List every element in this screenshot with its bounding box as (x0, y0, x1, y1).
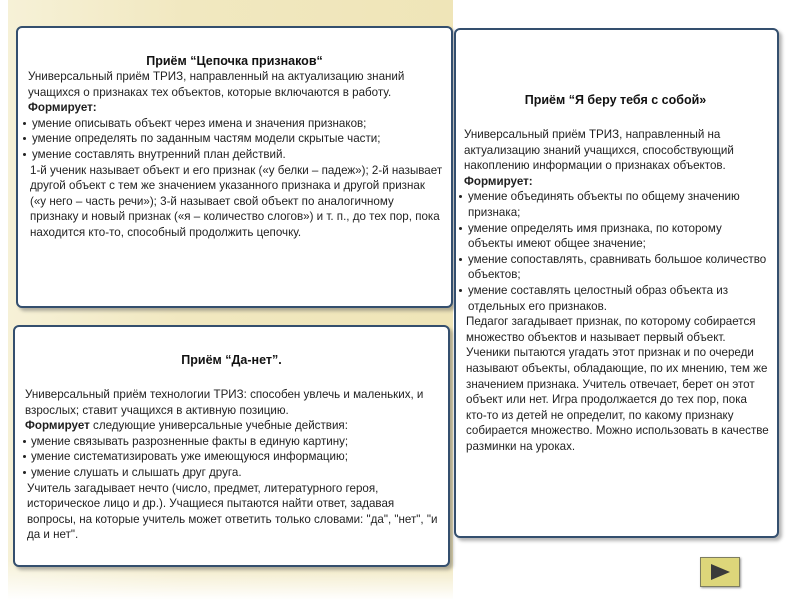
card-chain-bullet: умение описывать объект через имена и значения признаков; (26, 116, 443, 132)
card-chain-bullet-list (26, 116, 443, 163)
card-chain-of-attributes (16, 26, 453, 308)
card-yesno-forms-rest: следующие универсальные учебные действия: (89, 419, 348, 433)
card-yesno-forms (23, 418, 440, 434)
card-yes-no (13, 325, 450, 567)
card-yesno-forms-label: Формирует (25, 419, 90, 433)
card-take-bullet: умение объединять объекты по общему значению признака; (462, 189, 769, 220)
card-take-bullet: умение сопоставлять, сравнивать большое количество объектов; (462, 252, 769, 283)
card-take-forms-label: Формирует: (464, 174, 533, 188)
card-chain-bullet: умение определять по заданным частям модели скрытые части; (26, 131, 443, 147)
card-take-intro: Универсальный приём ТРИЗ, направленный на актуализацию знаний учащихся, способствующий накоплению информации о признаках объектов. (464, 128, 734, 173)
play-triangle-icon (707, 562, 733, 582)
card-yesno-bullet: умение связывать разрозненные факты в единую картину; (23, 434, 440, 450)
card-take-description: Педагог загадывает признак, по которому собирается множество объектов и называет первый объект. Ученики пытаются угадать этот признак и по очереди называют объекты, обладающие, по их мнению, тем же значением признака. Учитель отвечает, берет он этот объект или нет. Игра продолжается до тех пор, пока кто-то из детей не определит, по какому признаку собирается множество. Можно использовать в качестве разминки на уроках. (466, 315, 769, 453)
card-yesno-description: Учитель загадывает нечто (число, предмет, литературного героя, историческое лицо и др.). Учащиеся пытаются найти ответ, задавая вопросы, на которые учитель может ответить только словами: "да", "нет", "и да и нет". (27, 481, 438, 542)
card-chain-intro: Универсальный приём ТРИЗ, направленный на актуализацию знаний учащихся о признаках тех объектов, которые включаются в работу. (28, 70, 405, 99)
next-slide-button[interactable] (700, 557, 740, 587)
card-take-title: Приём “Я беру тебя с собой» (524, 93, 707, 107)
card-yesno-bullet: умение систематизировать уже имеющуюся информацию; (23, 449, 440, 465)
card-chain-bullet: умение составлять внутренний план действий. (26, 147, 443, 163)
card-chain-steps: 1-й ученик называет объект и его признак («у белки – падеж»); 2-й называет другой объект с тем же значением указанного признака и другой признак («у него – часть речи»); 3-й называет свой объект по аналогичному признаку и новый признак («я – количество слогов») и т. п., до тех пор, пока находится кто-то, способный продолжить цепочку. (30, 163, 443, 239)
card-take-bullet: умение определять имя признака, по которому объекты имеют общее значение; (462, 221, 769, 252)
card-take-you-with-me (454, 28, 779, 538)
card-chain-forms-label: Формирует: (28, 101, 97, 115)
card-chain-title: Приём “Цепочка признаков“ (146, 54, 323, 68)
card-take-bullet: умение составлять целостный образ объекта из отдельных его признаков. (462, 283, 769, 314)
card-yesno-title: Приём “Да-нет”. (181, 353, 282, 367)
card-take-bullet-list (462, 189, 769, 314)
card-yesno-intro: Универсальный приём технологии ТРИЗ: способен увлечь и маленьких, и взрослых; ставит учащихся в активную позицию. (25, 388, 424, 417)
card-yesno-bullet: умение слушать и слышать друг друга. (23, 465, 440, 481)
card-yesno-bullet-list (23, 434, 440, 481)
